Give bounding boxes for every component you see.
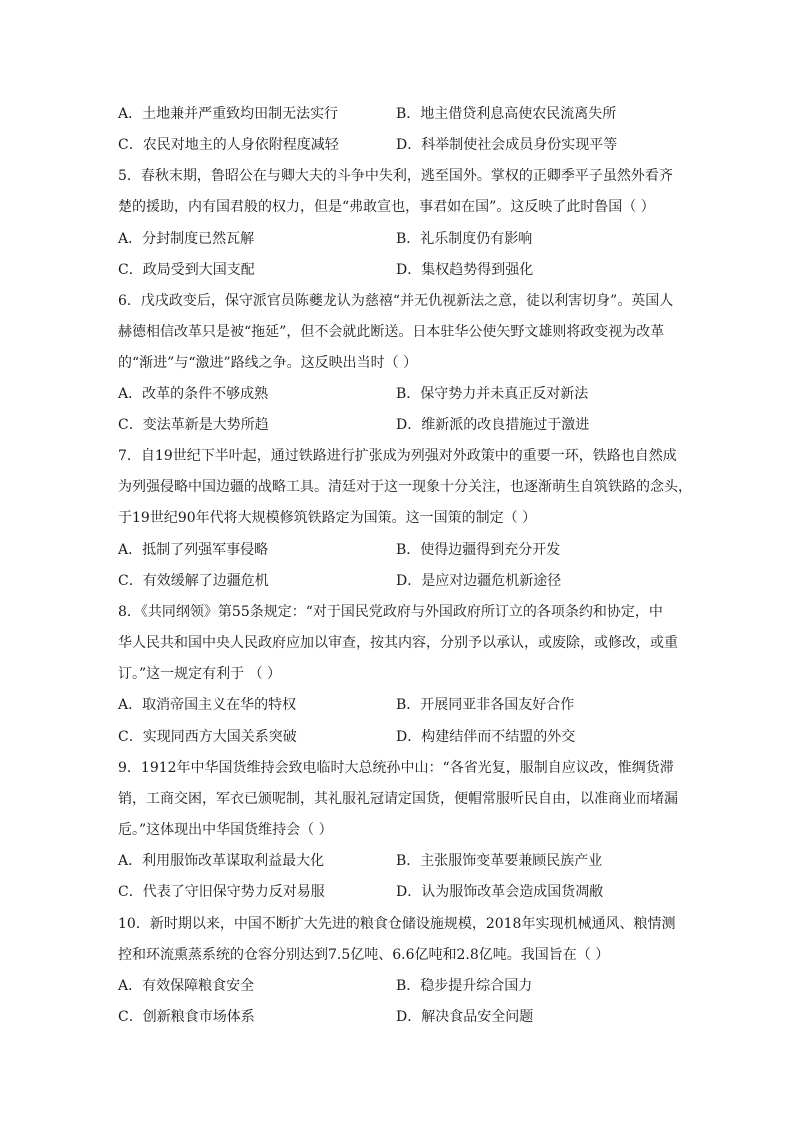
q7-option-c: C．有效缓解了边疆危机 bbox=[118, 573, 269, 589]
q5-stem-line-1: 5．春秋末期，鲁昭公在与卿大夫的斗争中失利，逃至国外。掌权的正卿季平子虽然外看齐 bbox=[118, 168, 673, 184]
q10-option-d: D．解决食品安全问题 bbox=[396, 1009, 534, 1025]
q9-stem-line-1: 9．1912年中华国货维持会致电临时大总统孙中山：“各省光复，服制自应议改，惟绸货滞 bbox=[118, 760, 674, 776]
q8-stem-line-3: 订。”这一规定有利于 （ ） bbox=[118, 666, 282, 682]
q9-option-a: A．利用服饰改革谋取利益最大化 bbox=[118, 853, 325, 869]
q10-option-c: C．创新粮食市场体系 bbox=[118, 1009, 255, 1025]
q6-option-a: A．改革的条件不够成熟 bbox=[118, 386, 269, 402]
q8-option-a: A．取消帝国主义在华的特权 bbox=[118, 697, 297, 713]
q6-stem-line-1: 6．戊戌政变后，保守派官员陈夔龙认为慈禧“并无仇视新法之意，徒以利害切身”。英国人 bbox=[118, 293, 674, 309]
q10-option-b: B．稳步提升综合国力 bbox=[396, 978, 533, 994]
q8-option-b: B．开展同亚非各国友好合作 bbox=[396, 697, 575, 713]
q6-option-c: C．变法革新是大势所趋 bbox=[118, 417, 269, 433]
q8-stem-line-1: 8．《共同纲领》第55条规定：“对于国民党政府与外国政府所订立的各项条约和协定，中 bbox=[118, 604, 663, 620]
q8-stem-line-2: 华人民共和国中央人民政府应加以审查，按其内容，分别予以承认，或废除，或修改，或重 bbox=[118, 635, 678, 651]
q9-option-c: C．代表了守旧保守势力反对易服 bbox=[118, 884, 325, 900]
q4-option-c: C．农民对地主的人身依附程度减轻 bbox=[118, 137, 339, 153]
q8-option-c: C．实现同西方大国关系突破 bbox=[118, 729, 297, 745]
q6-stem-line-2: 赫德相信改革只是被“拖延”，但不会就此断送。日本驻华公使矢野文雄则将政变视为改革 bbox=[118, 324, 665, 340]
q7-option-d: D．是应对边疆危机新途径 bbox=[396, 573, 562, 589]
q5-option-b: B．礼乐制度仍有影响 bbox=[396, 231, 533, 247]
q10-stem-line-2: 控和环流熏蒸系统的仓容分别达到7.5亿吨、6.6亿吨和2.8亿吨。我国旨在（ ） bbox=[118, 947, 610, 963]
q7-option-a: A．抵制了列强军事侵略 bbox=[118, 542, 269, 558]
q4-option-b: B．地主借贷利息高使农民流离失所 bbox=[396, 106, 617, 122]
q4-option-a: A．土地兼并严重致均田制无法实行 bbox=[118, 106, 339, 122]
q5-stem-line-2: 楚的援助，内有国君般的权力，但是“弗敢宣也，事君如在国”。这反映了此时鲁国（ ） bbox=[118, 199, 655, 215]
q6-stem-line-3: 的“渐进”与“激进”路线之争。这反映出当时（ ） bbox=[118, 355, 418, 371]
q5-option-a: A．分封制度已然瓦解 bbox=[118, 231, 255, 247]
q9-option-d: D．认为服饰改革会造成国货凋敝 bbox=[396, 884, 604, 900]
q10-stem-line-1: 10．新时期以来，中国不断扩大先进的粮食仓储设施规模，2018年实现机械通风、粮情测 bbox=[118, 916, 676, 932]
q4-option-d: D．科举制使社会成员身份实现平等 bbox=[396, 137, 618, 153]
q9-stem-line-3: 卮。”这体现出中华国货维持会（ ） bbox=[118, 822, 333, 838]
q9-stem-line-2: 销，工商交困，军衣已颁呢制，其礼服礼冠请定国货，便帽常服听民自由，以准商业而堵漏 bbox=[118, 791, 678, 807]
q9-option-b: B．主张服饰变革要兼顾民族产业 bbox=[396, 853, 603, 869]
q5-option-d: D．集权趋势得到强化 bbox=[396, 262, 534, 278]
q6-option-d: D．维新派的改良措施过于激进 bbox=[396, 417, 590, 433]
q10-option-a: A．有效保障粮食安全 bbox=[118, 978, 255, 994]
q6-option-b: B．保守势力并未真正反对新法 bbox=[396, 386, 589, 402]
q7-option-b: B．使得边疆得到充分开发 bbox=[396, 542, 561, 558]
q7-stem-line-3: 于19世纪90年代将大规模修筑铁路定为国策。这一国策的制定（ ） bbox=[118, 510, 537, 526]
q7-stem-line-2: 为列强侵略中国边疆的战略工具。清廷对于这一现象十分关注，也逐渐萌生自筑铁路的念头， bbox=[118, 479, 692, 495]
q5-option-c: C．政局受到大国支配 bbox=[118, 262, 255, 278]
q7-stem-line-1: 7．自19世纪下半叶起，通过铁路进行扩张成为列强对外政策中的重要一环，铁路也自然成 bbox=[118, 448, 677, 464]
q8-option-d: D．构建结伴而不结盟的外交 bbox=[396, 729, 576, 745]
